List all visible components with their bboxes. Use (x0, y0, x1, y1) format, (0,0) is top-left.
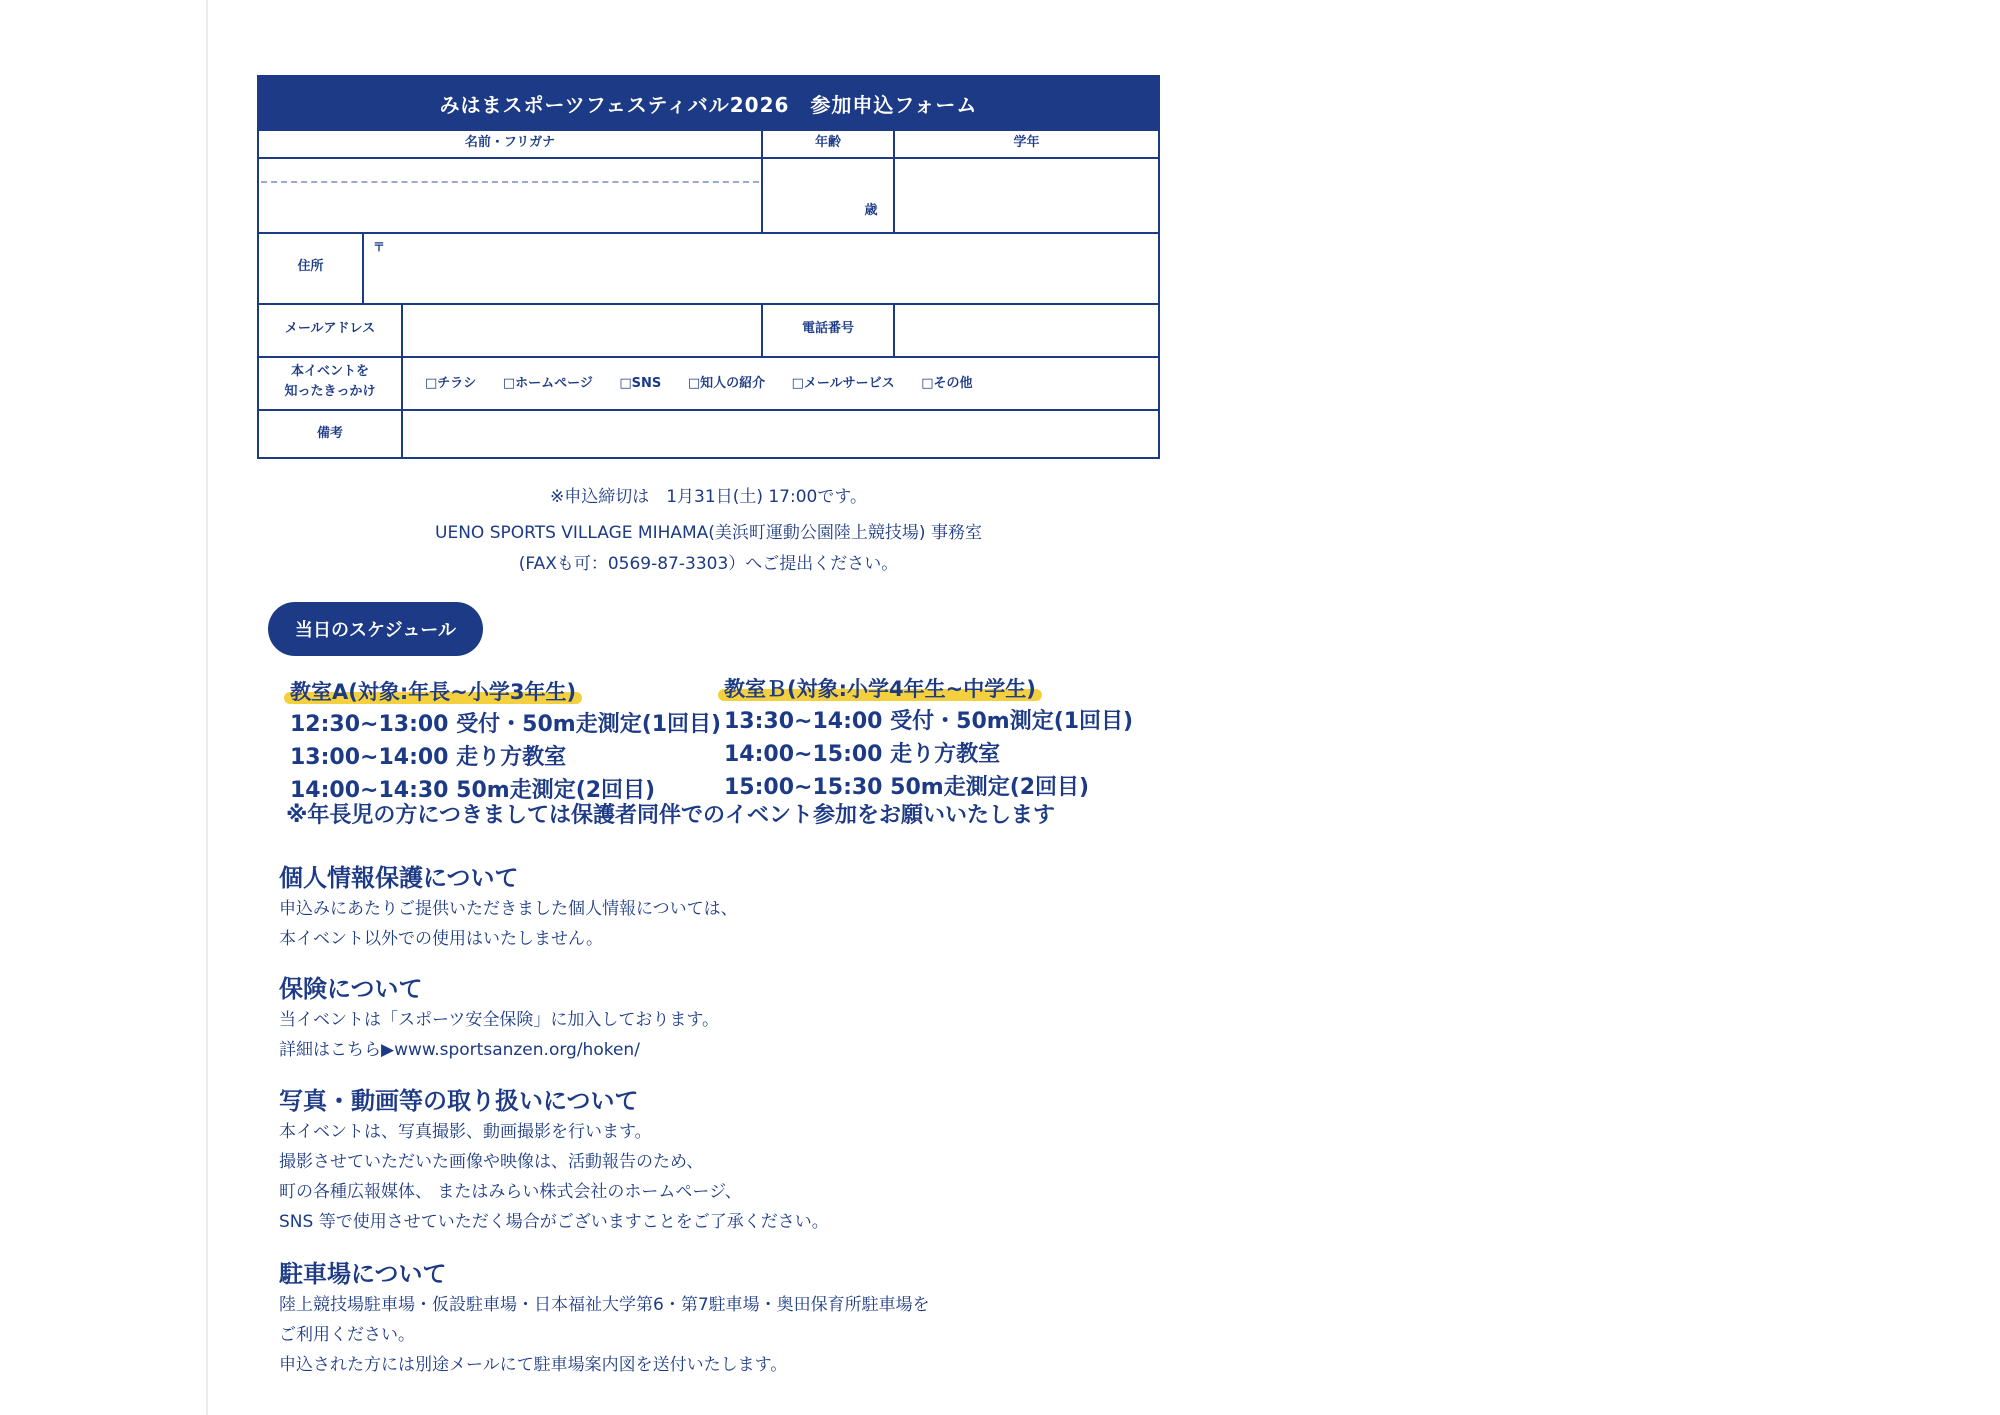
section-line: ご利用ください。 (279, 1325, 415, 1345)
class-a-schedule (284, 676, 721, 807)
privacy-section (279, 862, 738, 954)
trigger-label-line-1: 本イベントを (290, 364, 369, 379)
section-line: 申込された方には別途メールにて駐車場案内図を送付いたします。 (279, 1355, 788, 1375)
class-a-row: 12:30~13:00 受付・50m走測定(1回目) (290, 712, 722, 737)
insurance-section (279, 973, 719, 1065)
form-title: みはまスポーツフェスティバル2026 参加申込フォーム (259, 77, 1158, 129)
phone-label: 電話番号 (801, 321, 854, 336)
section-line: 撮影させていただいた画像や映像は、活動報告のため、 (279, 1152, 704, 1172)
trigger-label-line-2: 知ったきっかけ (284, 384, 376, 399)
schedule-note: ※年長児の方につきましては保護者同伴でのイベント参加をお願いいたします (286, 803, 1055, 828)
postal-mark: 〒 (372, 240, 385, 254)
option-referral[interactable]: □知人の紹介 (687, 376, 766, 391)
grade-label: 学年 (1013, 135, 1040, 150)
page-edge (206, 0, 208, 1415)
trigger-options (425, 372, 995, 391)
application-form (257, 75, 1160, 459)
address-input[interactable] (364, 234, 1158, 303)
class-a-title: 教室A(対象:年長~小学3年生) (284, 676, 582, 706)
section-line: 当イベントは「スポーツ安全保険」に加入しております。 (279, 1010, 719, 1030)
name-label: 名前・フリガナ (464, 135, 556, 150)
class-a-row: 13:00~14:00 走り方教室 (290, 745, 567, 770)
section-line: 陸上競技場駐車場・仮設駐車場・日本福祉大学第6・第7駐車場・奥田保育所駐車場を (279, 1295, 930, 1315)
email-label: メールアドレス (284, 321, 376, 336)
office-note: UENO SPORTS VILLAGE MIHAMA(美浜町運動公園陸上競技場) 事務室 (435, 523, 982, 543)
age-label: 年齢 (814, 135, 841, 150)
trigger-label (259, 362, 401, 402)
fax-note: (FAXも可：0569-87-3303）へご提出ください。 (518, 554, 899, 574)
class-b-row: 13:30~14:00 受付・50m測定(1回目) (724, 709, 1134, 734)
phone-input[interactable] (895, 305, 1158, 356)
option-mail-service[interactable]: □メールサービス (791, 376, 895, 391)
section-heading: 写真・動画等の取り扱いについて (279, 1087, 639, 1115)
class-b-row: 15:00~15:30 50m走測定(2回目) (724, 775, 1090, 800)
section-heading: 駐車場について (279, 1260, 447, 1288)
class-b-row: 14:00~15:00 走り方教室 (724, 742, 1001, 767)
section-line: SNS 等で使用させていただく場合がございますことをご了承ください。 (279, 1212, 829, 1232)
option-flyer[interactable]: □チラシ (425, 376, 477, 391)
section-line: 申込みにあたりご提供いただきました個人情報については、 (279, 899, 738, 919)
class-b-title: 教室Ｂ(対象:小学4年生~中学生) (718, 673, 1042, 703)
parking-section (279, 1258, 930, 1380)
section-line: 本イベントは、写真撮影、動画撮影を行います。 (279, 1122, 652, 1142)
class-a-row: 14:00~14:30 50m走測定(2回目) (290, 778, 656, 803)
section-line: 本イベント以外での使用はいたしません。 (279, 929, 604, 949)
insurance-link[interactable]: 詳細はこちら▶www.sportsanzen.org/hoken/ (279, 1040, 640, 1060)
remarks-input[interactable] (403, 411, 1158, 457)
grade-input[interactable] (895, 159, 1158, 232)
deadline-note: ※申込締切は 1月31日(土) 17:00です。 (550, 487, 867, 507)
age-input[interactable] (763, 159, 893, 232)
name-input[interactable] (259, 159, 761, 232)
age-unit: 歳 (864, 203, 878, 218)
remarks-label: 備考 (316, 426, 343, 441)
address-label: 住所 (297, 259, 324, 274)
section-line: 町の各種広報媒体、 またはみらい株式会社のホームページ、 (279, 1182, 742, 1202)
section-heading: 個人情報保護について (279, 864, 519, 892)
option-other[interactable]: □その他 (921, 376, 973, 391)
email-input[interactable] (403, 305, 761, 356)
option-homepage[interactable]: □ホームページ (502, 376, 593, 391)
photo-section (279, 1085, 829, 1237)
option-sns[interactable]: □SNS (619, 376, 662, 391)
class-b-schedule (718, 673, 1133, 804)
schedule-pill: 当日のスケジュール (268, 602, 483, 656)
section-heading: 保険について (279, 975, 423, 1003)
